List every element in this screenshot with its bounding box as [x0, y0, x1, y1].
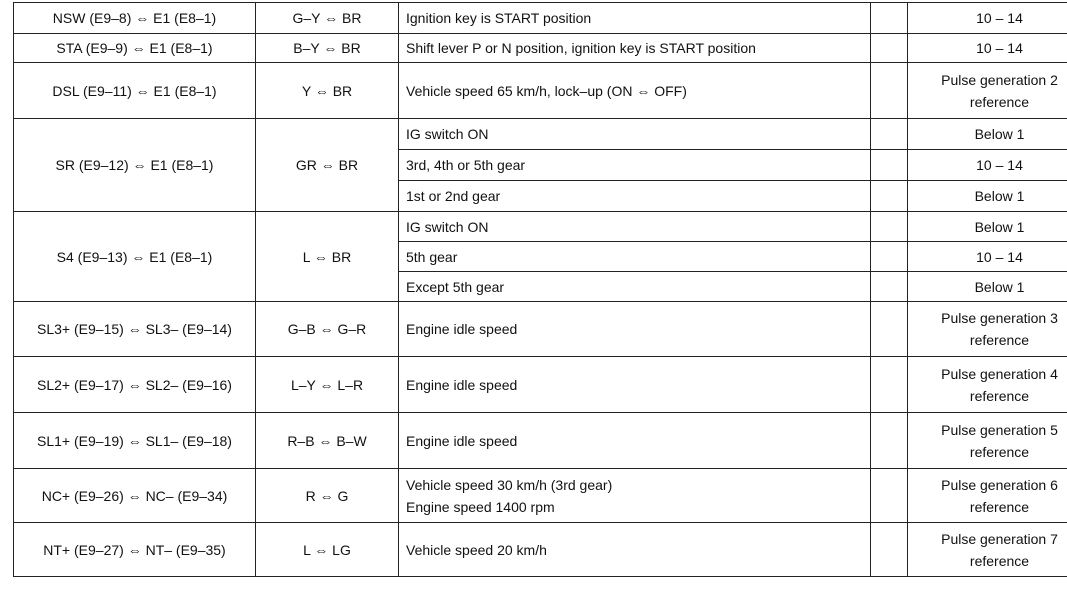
specified-value-cell: 10 – 14 — [908, 3, 1067, 34]
condition-cell: 1st or 2nd gear — [399, 181, 871, 212]
terminal-cell: NT+ (E9–27) ⇔ NT– (E9–35) — [14, 523, 256, 577]
blank-cell — [871, 469, 908, 523]
condition-cell: Vehicle speed 20 km/h — [399, 523, 871, 577]
condition-cell: Ignition key is START position — [399, 3, 871, 34]
blank-cell — [871, 212, 908, 242]
table-row — [14, 63, 1067, 119]
terminal-cell: SL3+ (E9–15) ⇔ SL3– (E9–14) — [14, 302, 256, 357]
specified-value-cell: Pulse generation 3 reference — [908, 302, 1067, 357]
wire-color-cell: G–B ⇔ G–R — [256, 302, 399, 357]
blank-cell — [871, 357, 908, 413]
condition-cell: Except 5th gear — [399, 272, 871, 302]
wire-color-cell: Y ⇔ BR — [256, 63, 399, 119]
condition-cell: Engine idle speed — [399, 413, 871, 469]
specified-value-cell: Pulse generation 5 reference — [908, 413, 1067, 469]
terminal-cell: DSL (E9–11) ⇔ E1 (E8–1) — [14, 63, 256, 119]
specified-value-cell: Pulse generation 6 reference — [908, 469, 1067, 523]
wire-color-cell: R–B ⇔ B–W — [256, 413, 399, 469]
condition-cell: Engine idle speed — [399, 357, 871, 413]
table-row — [14, 469, 1067, 523]
table-row — [14, 302, 1067, 357]
specified-value-cell: 10 – 14 — [908, 150, 1067, 181]
specified-value-cell: Below 1 — [908, 181, 1067, 212]
blank-cell — [871, 242, 908, 272]
terminal-cell: NC+ (E9–26) ⇔ NC– (E9–34) — [14, 469, 256, 523]
wire-color-cell: L ⇔ LG — [256, 523, 399, 577]
specified-value-cell: 10 – 14 — [908, 242, 1067, 272]
table-row — [14, 34, 1067, 63]
terminal-cell: SL2+ (E9–17) ⇔ SL2– (E9–16) — [14, 357, 256, 413]
blank-cell — [871, 413, 908, 469]
wire-color-cell: G–Y ⇔ BR — [256, 3, 399, 34]
blank-cell — [871, 63, 908, 119]
blank-cell — [871, 3, 908, 34]
wire-color-cell: L ⇔ BR — [256, 212, 399, 302]
wire-color-cell: B–Y ⇔ BR — [256, 34, 399, 63]
table-row — [14, 357, 1067, 413]
condition-cell: Vehicle speed 65 km/h, lock–up (ON ⇔ OFF) — [399, 63, 871, 119]
blank-cell — [871, 34, 908, 63]
specified-value-cell: Pulse generation 4 reference — [908, 357, 1067, 413]
condition-cell: 5th gear — [399, 242, 871, 272]
terminal-cell: SL1+ (E9–19) ⇔ SL1– (E9–18) — [14, 413, 256, 469]
terminal-cell: STA (E9–9) ⇔ E1 (E8–1) — [14, 34, 256, 63]
specified-value-cell: Below 1 — [908, 272, 1067, 302]
specified-value-cell: 10 – 14 — [908, 34, 1067, 63]
blank-cell — [871, 302, 908, 357]
table-row — [14, 212, 1067, 242]
blank-cell — [871, 181, 908, 212]
condition-cell: IG switch ON — [399, 212, 871, 242]
blank-cell — [871, 119, 908, 150]
terminal-cell: NSW (E9–8) ⇔ E1 (E8–1) — [14, 3, 256, 34]
table-row — [14, 523, 1067, 577]
wire-color-cell: L–Y ⇔ L–R — [256, 357, 399, 413]
condition-cell: Vehicle speed 30 km/h (3rd gear) Engine speed 1400 rpm — [399, 469, 871, 523]
blank-cell — [871, 523, 908, 577]
terminal-cell: SR (E9–12) ⇔ E1 (E8–1) — [14, 119, 256, 212]
terminal-cell: S4 (E9–13) ⇔ E1 (E8–1) — [14, 212, 256, 302]
specified-value-cell: Pulse generation 7 reference — [908, 523, 1067, 577]
specified-value-cell: Pulse generation 2 reference — [908, 63, 1067, 119]
terminal-voltage-table — [13, 2, 1067, 577]
blank-cell — [871, 150, 908, 181]
table-row — [14, 3, 1067, 34]
condition-cell: Shift lever P or N position, ignition key is START position — [399, 34, 871, 63]
condition-cell: 3rd, 4th or 5th gear — [399, 150, 871, 181]
blank-cell — [871, 272, 908, 302]
wire-color-cell: R ⇔ G — [256, 469, 399, 523]
condition-cell: IG switch ON — [399, 119, 871, 150]
table-row — [14, 413, 1067, 469]
table-row — [14, 119, 1067, 150]
condition-cell: Engine idle speed — [399, 302, 871, 357]
wire-color-cell: GR ⇔ BR — [256, 119, 399, 212]
specified-value-cell: Below 1 — [908, 119, 1067, 150]
specified-value-cell: Below 1 — [908, 212, 1067, 242]
